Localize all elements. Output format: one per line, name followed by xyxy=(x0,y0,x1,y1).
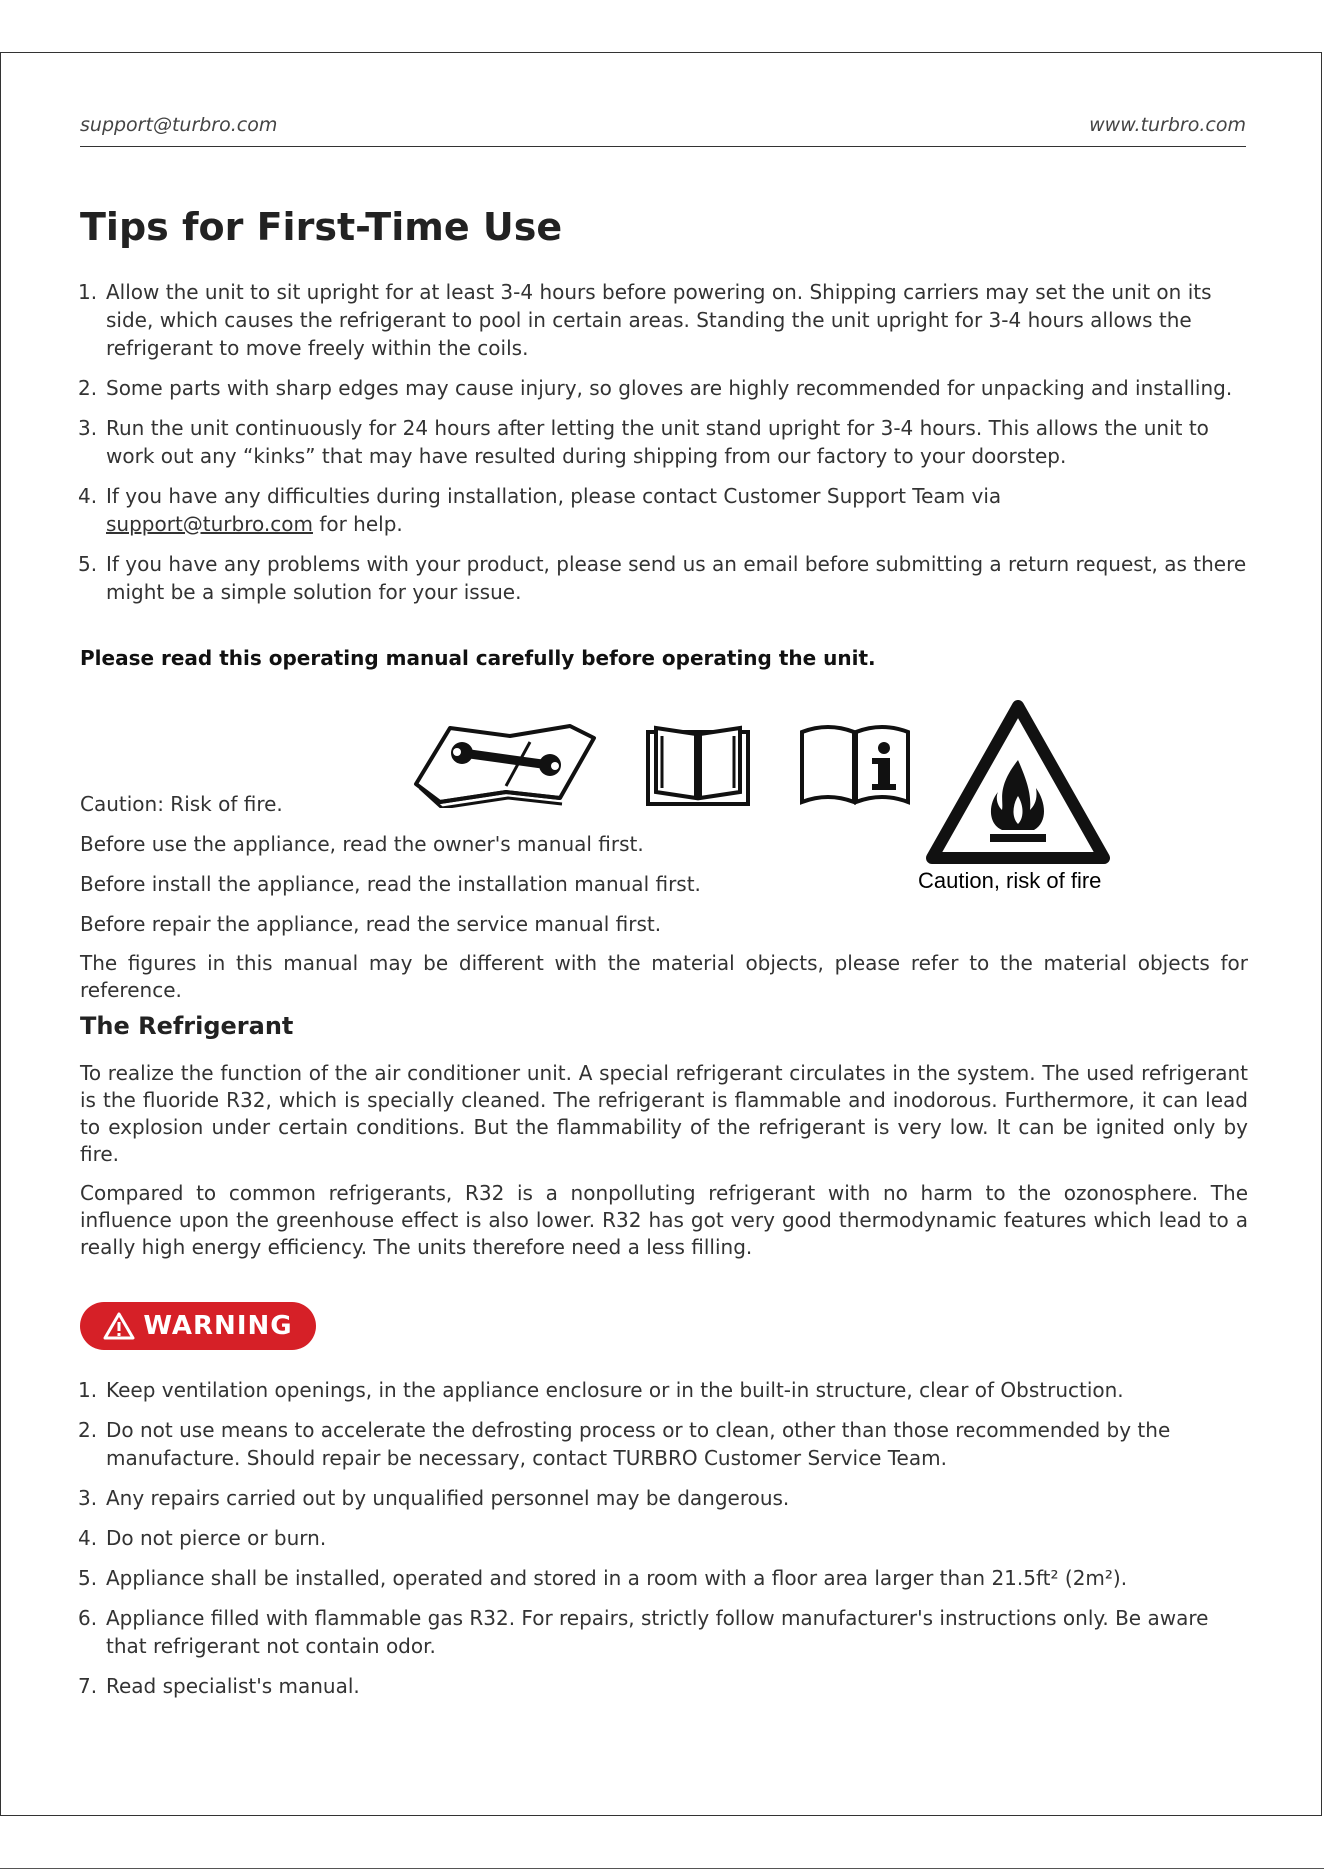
header-website[interactable]: www.turbro.com xyxy=(1089,114,1246,136)
warning-item: 4. Do not pierce or burn. xyxy=(78,1526,327,1550)
refrigerant-paragraph-1: To realize the function of the air conditioner unit. A special refrigerant circulates in the system. The used refrigerant is the fluoride R32, which is specially cleaned. The refrigerant is flammable and inodorous. Furthermore, it can lead to explosion under certain conditions. But the flammability of the refrigerant is very low. It can be ignited only by fire. xyxy=(80,1061,1248,1166)
caution-service-manual: Before repair the appliance, read the service manual first. xyxy=(80,912,662,936)
warning-list xyxy=(78,1376,1248,1712)
warning-item: 2. Do not use means to accelerate the defrosting process or to clean, other than those recommended by the manufacture. Should repair be necessary, contact TURBRO Customer Service Team. xyxy=(78,1418,1171,1470)
refrigerant-paragraph-2: Compared to common refrigerants, R32 is a nonpolluting refrigerant with no harm to the ozonosphere. The influence upon the greenhouse effect is also lower. R32 has got very good thermodynamic features which lead to a really high energy efficiency. The units therefore need a less filling. xyxy=(80,1181,1248,1259)
info-manual-icon xyxy=(798,722,912,808)
warning-triangle-icon xyxy=(103,1312,135,1340)
caution-owner-manual: Before use the appliance, read the owner's manual first. xyxy=(80,832,644,856)
page-title: Tips for First-Time Use xyxy=(80,205,563,249)
figures-note: The figures in this manual may be different with the material objects, please refer to the material objects for reference. xyxy=(80,951,1248,1002)
tip-item: 4. If you have any difficulties during installation, please contact Customer Support Team via support@turbro.com for help. xyxy=(78,484,1002,536)
warning-item: 7. Read specialist's manual. xyxy=(78,1674,360,1698)
caution-fire: Caution: Risk of fire. xyxy=(80,792,283,816)
flammable-warning-icon xyxy=(926,700,1110,864)
warning-item: 6. Appliance filled with flammable gas R32. For repairs, strictly follow manufacturer's instructions only. Be aware that refrigerant not contain odor. xyxy=(78,1606,1209,1658)
service-manual-wrench-icon xyxy=(410,722,600,808)
refrigerant-heading: The Refrigerant xyxy=(80,1012,294,1040)
warning-item: 1. Keep ventilation openings, in the appliance enclosure or in the built-in structure, clear of Obstruction. xyxy=(78,1378,1124,1402)
warning-label: WARNING xyxy=(143,1311,293,1341)
owner-manual-book-icon xyxy=(646,722,750,808)
header-email[interactable]: support@turbro.com xyxy=(80,114,278,136)
tip-item: 5. If you have any problems with your product, please send us an email before submitting a return request, as there might be a simple solution for your issue. xyxy=(78,552,1247,604)
tip-item: 2. Some parts with sharp edges may cause injury, so gloves are highly recommended for unpacking and installing. xyxy=(78,376,1233,400)
support-email-link[interactable]: support@turbro.com xyxy=(106,512,313,536)
tip-item: 3. Run the unit continuously for 24 hours after letting the unit stand upright for 3-4 hours. This allows the unit to work out any “kinks” that may have resulted during shipping from our factory to your doorstep. xyxy=(78,416,1209,468)
warning-item: 3. Any repairs carried out by unqualified personnel may be dangerous. xyxy=(78,1486,790,1510)
warning-badge xyxy=(80,1302,316,1350)
warning-item: 5. Appliance shall be installed, operated and stored in a room with a floor area larger than 21.5ft² (2m²). xyxy=(78,1566,1128,1590)
bold-notice: Please read this operating manual carefully before operating the unit. xyxy=(80,646,876,670)
tips-list xyxy=(78,278,1248,618)
tip-item: 1. Allow the unit to sit upright for at least 3-4 hours before powering on. Shipping carriers may set the unit on its side, which causes the refrigerant to pool in certain areas. Standing the unit upright for 3-4 hours allows the refrigerant to move freely within the coils. xyxy=(78,280,1212,360)
icon-caption: Caution, risk of fire xyxy=(918,868,1102,893)
header-divider xyxy=(80,146,1246,147)
caution-install-manual: Before install the appliance, read the installation manual first. xyxy=(80,872,701,896)
page-bottom-divider xyxy=(0,1868,1324,1869)
